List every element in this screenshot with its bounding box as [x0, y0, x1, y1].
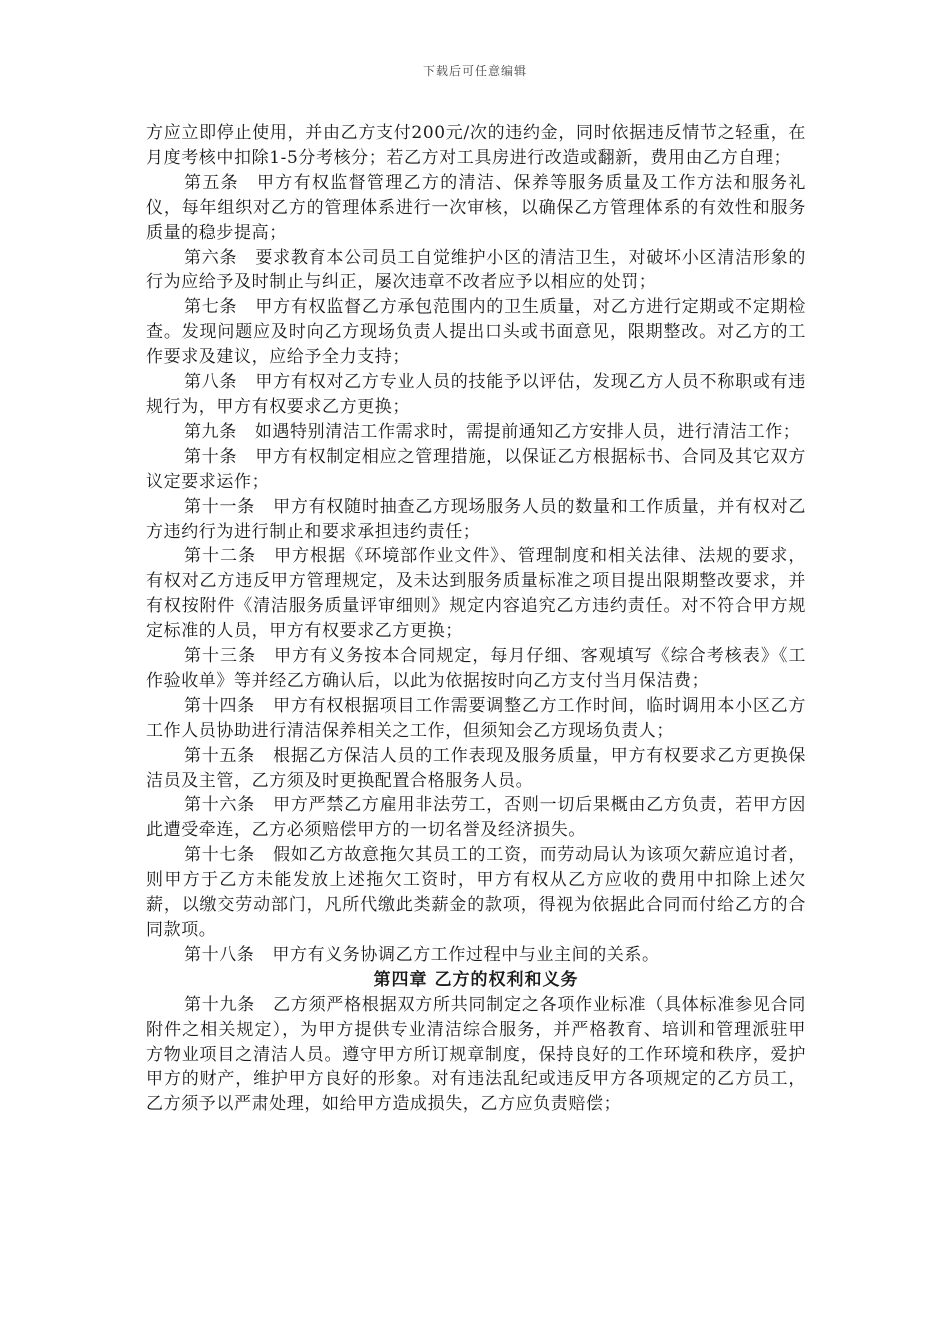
article-7 — [146, 295, 806, 370]
article-text: 甲方有权监督管理乙方的清洁、保养等服务质量及工作方法和服务礼仪，每年组织对乙方的管理体系进行一次审核，以确保乙方管理体系的有效性和服务质量的稳步提高； — [146, 172, 806, 243]
article-text: 甲方有权根据项目工作需要调整乙方工作时间，临时调用本小区乙方工作人员协助进行清洁保养相关之工作，但须知会乙方现场负责人； — [146, 695, 806, 741]
article-10 — [146, 445, 806, 495]
article-18 — [146, 943, 806, 968]
article-text: 甲方有权监督乙方承包范围内的卫生质量，对乙方进行定期或不定期检查。发现问题应及时向乙方现场负责人提出口头或书面意见，限期整改。对乙方的工作要求及建议，应给予全力支持； — [146, 297, 806, 368]
article-text: 甲方严禁乙方雇用非法劳工，否则一切后果概由乙方负责，若甲方因此遭受牵连，乙方必须赔偿甲方的一切名誉及经济损失。 — [146, 795, 806, 841]
article-number: 第六条 — [184, 247, 238, 268]
article-number: 第十四条 — [184, 695, 256, 716]
article-16 — [146, 793, 806, 843]
article-5 — [146, 171, 806, 246]
article-6 — [146, 246, 806, 296]
article-number: 第十八条 — [184, 944, 255, 965]
article-number: 第十三条 — [184, 646, 257, 667]
article-text: 甲方有义务按本合同规定，每月仔细、客观填写《综合考核表》《工作验收单》等并经乙方确认后，以此为依据按时向乙方支付当月保洁费； — [146, 646, 806, 691]
article-8 — [146, 370, 806, 420]
article-number: 第十二条 — [184, 546, 257, 567]
article-14 — [146, 694, 806, 744]
article-text: 甲方有权制定相应之管理措施，以保证乙方根据标书、合同及其它双方议定要求运作； — [146, 446, 806, 492]
article-text: 如遇特别清洁工作需求时，需提前通知乙方安排人员，进行清洁工作； — [254, 421, 801, 442]
article-number: 第十九条 — [184, 994, 256, 1015]
article-text: 甲方有权随时抽查乙方现场服务人员的数量和工作质量，并有权对乙方违约行为进行制止和要求承担违约责任； — [146, 496, 806, 542]
article-number: 第十条 — [184, 446, 238, 467]
article-text: 甲方根据《环境部作业文件》、管理制度和相关法律、法规的要求，有权对乙方违反甲方管理规定，及未达到服务质量标准之项目提出限期整改要求，并有权按附件《清洁服务质量评审细则》规定内容追究乙方违约责任。对不符合甲方规定标准的人员，甲方有权要求乙方更换； — [146, 546, 806, 642]
article-text: 根据乙方保洁人员的工作表现及服务质量，甲方有权要求乙方更换保洁员及主管，乙方须及时更换配置合格服务人员。 — [146, 745, 806, 791]
article-number: 第八条 — [184, 372, 238, 393]
article-number: 第九条 — [184, 421, 237, 442]
article-number: 第十五条 — [184, 745, 256, 766]
article-11 — [146, 495, 806, 545]
article-13 — [146, 644, 806, 694]
article-number: 第五条 — [184, 172, 239, 193]
article-text: 乙方须严格根据双方所共同制定之各项作业标准（具体标准参见合同附件之相关规定），为甲方提供专业清洁综合服务，并严格教育、培训和管理派驻甲方物业项目之清洁人员。遵守甲方所订规章制度，保持良好的工作环境和秩序，爱护甲方的财产，维护甲方良好的形象。对有违法乱纪或违反甲方各项规定的乙方员工，乙方须予以严肃处理，如给甲方造成损失，乙方应负责赔偿； — [146, 994, 806, 1115]
article-12 — [146, 544, 806, 644]
article-text: 甲方有权对乙方专业人员的技能予以评估，发现乙方人员不称职或有违规行为，甲方有权要求乙方更换； — [146, 372, 806, 417]
article-number: 第十七条 — [184, 845, 256, 866]
article-17 — [146, 843, 806, 943]
article-number: 第十一条 — [184, 496, 256, 517]
article-9 — [146, 420, 806, 445]
article-15 — [146, 744, 806, 794]
article-number: 第七条 — [184, 297, 238, 318]
article-text: 假如乙方故意拖欠其员工的工资，而劳动局认为该项欠薪应追讨者，则甲方于乙方未能发放上述拖欠工资时，甲方有权从乙方应收的费用中扣除上述欠薪，以缴交劳动部门，凡所代缴此类薪金的款项，得视为依据此合同而付给乙方的合同款项。 — [146, 845, 806, 940]
document-body — [146, 121, 806, 1117]
article-text: 甲方有义务协调乙方工作过程中与业主间的关系。 — [272, 944, 660, 965]
article-text: 要求教育本公司员工自觉维护小区的清洁卫生，对破坏小区清洁形象的行为应给予及时制止与纠正，屡次违章不改者应予以相应的处罚； — [146, 247, 806, 293]
article-number: 第十六条 — [184, 795, 256, 816]
page-header-note: 下载后可任意编辑 — [422, 64, 527, 78]
article-19 — [146, 993, 806, 1118]
chapter-title: 第四章 乙方的权利和义务 — [373, 969, 579, 990]
intro-paragraph: 方应立即停止使用，并由乙方支付200元/次的违约金，同时依据违反情节之轻重，在月度考核中扣除1-5分考核分；若乙方对工具房进行改造或翻新，费用由乙方自理； — [146, 123, 806, 168]
